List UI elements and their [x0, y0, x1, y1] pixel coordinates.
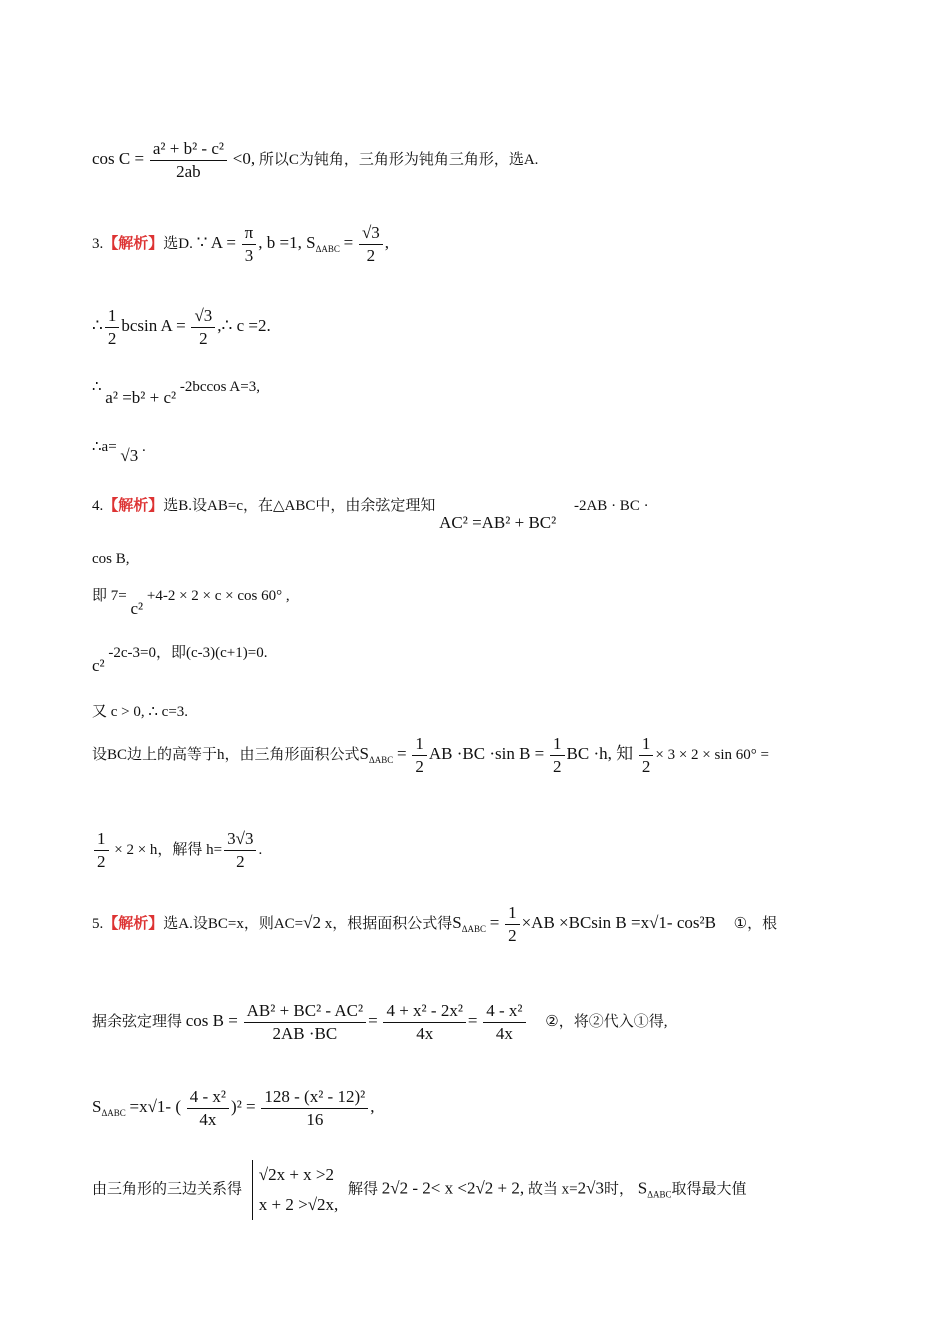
math-text: cos B =: [185, 1010, 238, 1030]
inequality-2: x + 2 >√2x,: [258, 1195, 339, 1214]
math-text: ,: [384, 232, 390, 252]
line-area: [92, 305, 271, 350]
math-text: S: [452, 912, 462, 932]
text: 取得最大值: [671, 1181, 747, 1198]
text: ①，根: [733, 915, 778, 932]
math-text: AC² =AB² + BC²: [439, 513, 557, 532]
fraction: [505, 902, 520, 947]
fraction: [550, 733, 565, 778]
denominator: 2: [553, 757, 562, 776]
denominator: 2ab: [176, 162, 201, 181]
denominator: 4x: [495, 1024, 513, 1043]
text: -2c-3=0，即(c-3)(c+1)=0.: [108, 645, 268, 661]
subscript: ΔABC: [368, 754, 394, 765]
text: x，根据面积公式得: [324, 915, 453, 932]
subscript: ΔABC: [647, 1189, 672, 1200]
line-cosB: [92, 551, 130, 568]
math-text: =x√1- (: [129, 1096, 182, 1116]
fraction: [412, 733, 427, 778]
numerator: 1: [639, 733, 654, 756]
math-text: )² =: [231, 1096, 256, 1116]
line-cosC: [92, 138, 538, 183]
question-number: 5.: [92, 915, 104, 932]
math-text: ,∴ c =2.: [217, 315, 271, 335]
denominator: 2AB ·BC: [272, 1024, 338, 1043]
numerator: AB² + BC² - AC²: [244, 1000, 367, 1023]
analysis-tag: 【解析】: [103, 235, 164, 252]
math-text: c²: [92, 656, 105, 675]
denominator: 2: [415, 757, 424, 776]
numerator: 1: [505, 902, 520, 925]
subscript: ΔABC: [315, 243, 340, 254]
math-text: 2√3: [577, 1178, 604, 1198]
numerator: 3√3: [224, 828, 256, 851]
fraction: [359, 222, 383, 267]
line-cosine-law: [92, 376, 260, 407]
text: 选B.设AB=c，在△ABC中，由余弦定理知: [163, 498, 436, 514]
line-a-value: [92, 436, 146, 465]
fraction: [94, 828, 109, 873]
math-text: √3: [120, 446, 139, 465]
math-text: S: [359, 743, 369, 763]
text: 据余弦定理得: [92, 1013, 183, 1030]
line-q5: [92, 902, 777, 947]
line-height: [92, 733, 769, 778]
numerator: 1: [412, 733, 427, 756]
math-text: <0,: [232, 148, 256, 168]
denominator: 2: [107, 329, 117, 348]
inequality-1: √2x + x >2: [258, 1165, 335, 1184]
text: 设BC边上的高等于h，由三角形面积公式: [92, 746, 360, 763]
math-text: , b =1, S: [258, 232, 316, 252]
numerator: 1: [94, 828, 109, 851]
line-c-value: [92, 700, 188, 721]
math-text: c²: [130, 599, 144, 618]
analysis-tag: 【解析】: [103, 498, 164, 514]
math-text: =: [489, 912, 500, 932]
math-text: ∵ A =: [196, 232, 236, 252]
text: 所以C为钝角，三角形为钝角三角形，选A.: [258, 151, 539, 168]
text: +4-2 × 2 × c × cos 60° ,: [146, 588, 290, 604]
math-text: =: [343, 232, 354, 252]
fraction: [639, 733, 654, 778]
text: × 3 × 2 × sin 60° =: [655, 746, 769, 763]
fraction: [191, 305, 215, 350]
text: 解得: [348, 1181, 379, 1198]
fraction: [187, 1086, 229, 1131]
line-area-expression: [92, 1086, 374, 1131]
text: ②，将②代入①得,: [545, 1013, 668, 1030]
math-text: 2√2 - 2< x <2√2 + 2,: [381, 1178, 525, 1198]
line-q4: [92, 494, 649, 532]
text: -2AB · BC ·: [573, 498, 649, 514]
fraction: [383, 1000, 465, 1045]
math-text: =: [467, 1010, 478, 1030]
fraction: [105, 305, 120, 350]
denominator: 2: [508, 926, 517, 945]
math-text: cos C =: [92, 148, 145, 168]
numerator: √3: [191, 305, 215, 328]
math-text: ×AB ×BCsin B =x√1- cos²B: [521, 912, 716, 932]
fraction: [224, 828, 256, 873]
line-seven: [92, 584, 290, 618]
math-text: ∴: [92, 379, 102, 395]
denominator: 2: [97, 852, 106, 871]
line-triangle-inequality: [92, 1160, 747, 1220]
line-h-value: [92, 828, 262, 873]
text: 选D.: [163, 235, 193, 252]
fraction: [483, 1000, 525, 1045]
math-text: S: [637, 1178, 648, 1198]
text: 由三角形的三边关系得: [92, 1181, 243, 1198]
question-number: 3.: [92, 235, 104, 252]
text: -2bccos A=3,: [179, 379, 260, 395]
fraction: [261, 1086, 368, 1131]
denominator: 2: [199, 329, 208, 348]
math-text: √2: [303, 912, 321, 932]
numerator: 128 - (x² - 12)²: [261, 1086, 368, 1109]
text: × 2 × h，解得 h=: [114, 841, 223, 858]
math-text: BC ·h, 知: [566, 743, 634, 763]
numerator: 1: [550, 733, 565, 756]
text: 时，: [603, 1181, 634, 1198]
numerator: a² + b² - c²: [150, 138, 227, 161]
analysis-tag: 【解析】: [103, 915, 164, 932]
denominator: 2: [641, 757, 651, 776]
math-text: =: [397, 743, 407, 763]
numerator: π: [242, 222, 257, 245]
question-number: 4.: [92, 498, 104, 514]
denominator: 2: [366, 246, 376, 265]
denominator: 2: [236, 852, 245, 871]
denominator: 4x: [416, 1024, 434, 1043]
denominator: 4x: [199, 1110, 217, 1129]
numerator: √3: [359, 222, 383, 245]
equation-system: [252, 1160, 339, 1220]
text: .: [258, 841, 263, 858]
line-quadratic: [92, 641, 268, 675]
text: 又 c > 0, ∴ c=3.: [92, 704, 189, 720]
denominator: 16: [306, 1110, 324, 1129]
math-text: AB ·BC ·sin B =: [428, 743, 545, 763]
math-text: ∴: [92, 315, 103, 335]
numerator: 1: [105, 305, 120, 328]
line-cosB-formula: [92, 1000, 667, 1045]
math-text: =: [368, 1010, 378, 1030]
line-q3: [92, 222, 389, 267]
subscript: ΔABC: [101, 1107, 126, 1118]
text: 故当 x=: [527, 1181, 578, 1198]
math-text: ,: [370, 1096, 375, 1116]
numerator: 4 - x²: [483, 1000, 525, 1023]
math-text: bcsin A =: [121, 315, 186, 335]
fraction: [150, 138, 227, 183]
math-text: a² =b² + c²: [105, 388, 177, 407]
fraction: [244, 1000, 367, 1045]
fraction: [242, 222, 257, 267]
text: 选A.设BC=x，则AC=: [163, 915, 304, 932]
subscript: ΔABC: [461, 923, 486, 934]
text: ∴a=: [92, 439, 117, 455]
text: .: [142, 439, 146, 455]
numerator: 4 - x²: [187, 1086, 229, 1109]
text: 即 7=: [92, 588, 127, 604]
denominator: 3: [244, 246, 254, 265]
math-text: S: [92, 1096, 102, 1116]
text: cos B,: [92, 551, 130, 567]
numerator: 4 + x² - 2x²: [383, 1000, 465, 1023]
